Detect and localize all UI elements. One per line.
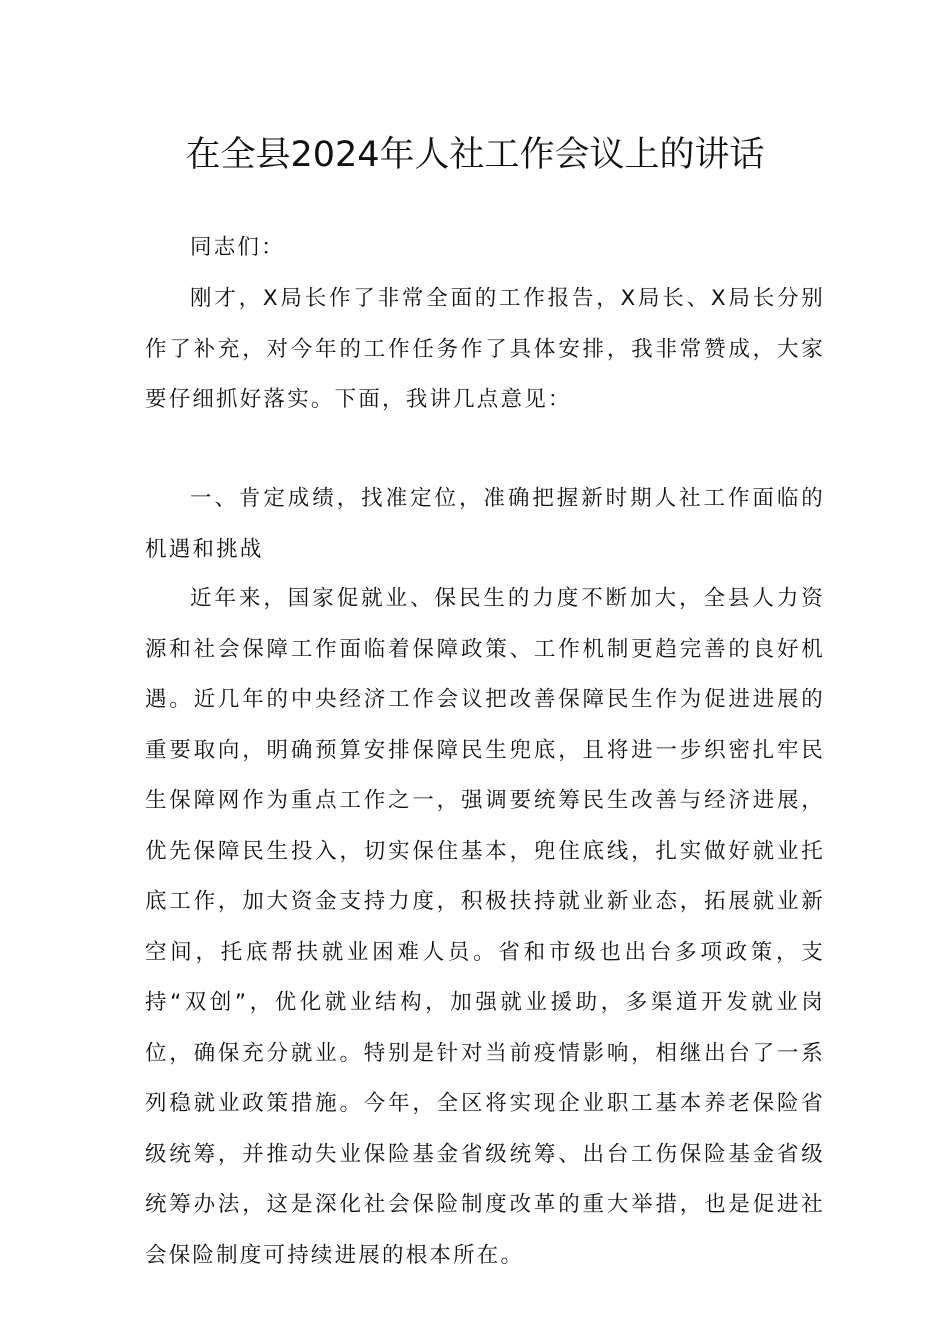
section-heading-1: 一、肯定成绩，找准定位，准确把握新时期人社工作面临的机遇和挑战	[145, 486, 825, 562]
paragraph-opening: 刚才，X局长作了非常全面的工作报告，X局长、X局长分别作了补充，对今年的工作任务作了具体安排，我非常赞成，大家要仔细抓好落实。下面，我讲几点意见：	[145, 286, 825, 412]
salutation: 同志们：	[190, 235, 285, 260]
paragraph-opportunities: 近年来，国家促就业、保民生的力度不断加大，全县人力资源和社会保障工作面临着保障政策、工作机制更趋完善的良好机遇。近几年的中央经济工作会议把改善保障民生作为促进进展的重要取向，明确预算安排保障民生兜底，且将进一步织密扎牢民生保障网作为重点工作之一，强调要统筹民生改善与经济进展，优先保障民生投入，切实保住基本，兜住底线，扎实做好就业托底工作，加大资金支持力度，积极扶持就业新业态，拓展就业新空间，托底帮扶就业困难人员。省和市级也出台多项政策，支持“双创”，优化就业结构，加强就业援助，多渠道开发就业岗位，确保充分就业。特别是针对当前疫情影响，相继出台了一系列稳就业政策措施。今年，全区将实现企业职工基本养老保险省级统筹，并推动失业保险基金省级统筹、出台工伤保险基金省级统筹办法，这是深化社会保险制度改革的重大举措，也是促进社会保险制度可持续进展的根本所在。	[145, 586, 825, 1268]
document-title: 在全县2024年人社工作会议上的讲话	[185, 135, 765, 175]
